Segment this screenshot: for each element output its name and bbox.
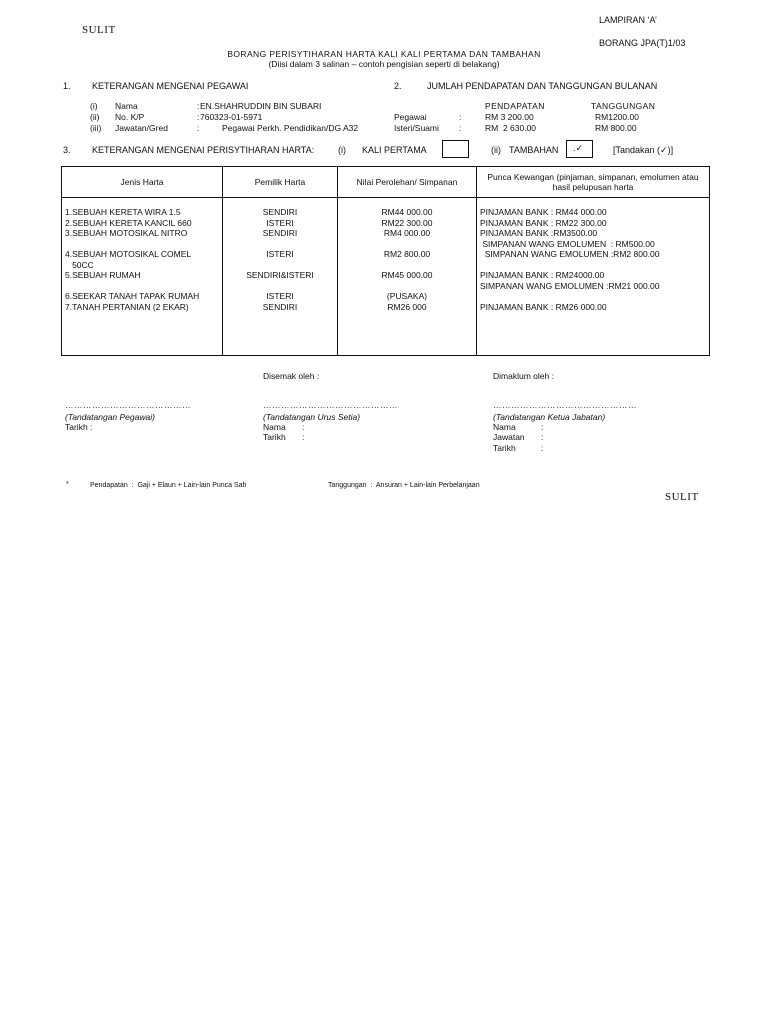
pendapatan-header: PENDAPATAN [485, 101, 545, 111]
tambahan-check-icon: .✓ [573, 143, 584, 153]
section1-number: 1. [63, 81, 71, 91]
section2-title: JUMLAH PENDAPATAN DAN TANGGUNGAN BULANAN [427, 81, 658, 91]
tandakan-note: [Tandakan (✓)] [613, 145, 674, 155]
form-subtitle: (Diisi dalam 3 salinan – contoh pengisian seperti di belakang) [268, 59, 500, 69]
pemilik-item: SENDIRI [262, 301, 298, 312]
punca-item: PINJAMAN BANK :RM3500.00 [480, 228, 598, 238]
nilai-item: RM22 300.00 [381, 217, 433, 228]
header-nilai-perolehan: Nilai Perolehan/ Simpanan [338, 167, 477, 198]
urus-setia-signature-caption: (Tandatangan Urus Setia) [263, 412, 361, 422]
footer-star: * [66, 481, 69, 488]
asset-table-body [62, 198, 710, 356]
tambahan-label: TAMBAHAN [509, 145, 559, 155]
officer-name-num: (i) [90, 101, 98, 111]
jenis-item: 5.SEBUAH RUMAH [65, 270, 141, 280]
pegawai-tanggungan: RM1200.00 [595, 112, 639, 122]
punca-item [480, 291, 706, 302]
nilai-item [341, 239, 473, 250]
ketua-jawatan-label: Jawatan [493, 432, 525, 442]
sulit-top-label: SULIT [82, 24, 116, 36]
jenis-item: 2.SEBUAH KERETA KANCIL 660 [65, 217, 192, 228]
urus-setia-tarikh-colon: : [302, 432, 305, 442]
jenis-harta-column [62, 198, 223, 356]
pemilik-item [226, 239, 334, 250]
nilai-item: RM26 000 [387, 301, 427, 312]
nilai-perolehan-column [338, 198, 477, 356]
jenis-item [65, 281, 219, 292]
officer-ic-label: No. K/P [115, 112, 145, 122]
spouse-tanggungan: RM 800.00 [595, 123, 637, 133]
spouse-pendapatan: RM 2 630.00 [485, 123, 537, 133]
form-title: BORANG PERISYTIHARAN HARTA KALI KALI PERTAMA DAN TAMBAHAN [227, 49, 541, 59]
jenis-item: 6.SEEKAR TANAH TAPAK RUMAH [65, 291, 200, 301]
pemilik-item [226, 260, 334, 271]
pegawai-tarikh-label: Tarikh : [65, 422, 93, 432]
pemilik-item: ISTERI [266, 217, 294, 228]
ketua-signature-caption: (Tandatangan Ketua Jabatan) [493, 412, 606, 422]
borang-code: BORANG JPA(T)1/03 [599, 38, 686, 48]
officer-ic-num: (ii) [90, 112, 100, 122]
officer-post-sep: : [197, 123, 200, 133]
ketua-nama-colon: : [541, 422, 544, 432]
punca-item: PINJAMAN BANK : RM22 300.00 [480, 217, 607, 228]
jenis-item: 3.SEBUAH MOTOSIKAL NITRO [65, 228, 188, 238]
header-punca-kewangan: Punca Kewangan (pinjaman, simpanan, emolumen atau hasil pelupusan harta [477, 167, 710, 198]
footer-pendapatan-note: Pendapatan : Gaji + Elaun + Lain-lain Punca Sah [90, 482, 247, 489]
ketua-jawatan-colon: : [541, 432, 544, 442]
tambahan-checkbox[interactable] [566, 140, 593, 158]
dimaklum-label: Dimaklum oleh : [493, 371, 554, 381]
section2-number: 2. [394, 81, 402, 91]
officer-name-sep: : [197, 101, 200, 111]
officer-ic-sep: : [197, 112, 200, 122]
tambahan-num: (ii) [491, 145, 501, 155]
ketua-nama-label: Nama [493, 422, 516, 432]
pegawai-sep: : [459, 112, 462, 122]
spouse-sep: : [459, 123, 462, 133]
pemilik-item [226, 281, 334, 292]
lampiran-label: LAMPIRAN ‘A’ [599, 15, 657, 25]
jenis-item: 7.TANAH PERTANIAN (2 EKAR) [65, 301, 189, 312]
punca-item: SIMPANAN WANG EMOLUMEN : RM500.00 [480, 238, 655, 249]
pemilik-item: SENDIRI [262, 228, 298, 238]
officer-ic-value: 760323-01-5971 [200, 112, 263, 122]
punca-item: SIMPANAN WANG EMOLUMEN :RM2 800.00 [480, 249, 660, 259]
tanggungan-header: TANGGUNGAN [591, 101, 656, 111]
officer-post-value: Pegawai Perkh. Pendidikan/DG A32 [222, 123, 359, 133]
ketua-signature-line: ………………………………………… [493, 400, 637, 410]
spouse-label: Isteri/Suami [394, 123, 439, 133]
punca-item: SIMPANAN WANG EMOLUMEN :RM21 000.00 [480, 280, 660, 291]
sulit-bottom-label: SULIT [665, 491, 699, 503]
officer-name-label: Nama [115, 101, 138, 111]
section1-title: KETERANGAN MENGENAI PEGAWAI [92, 81, 249, 91]
officer-post-num: (iii) [90, 123, 102, 133]
pemilik-item: ISTERI [266, 291, 294, 301]
pemilik-item: SENDIRI [262, 207, 298, 217]
nilai-item: (PUSAKA) [386, 291, 428, 301]
urus-setia-signature-line: ……………………………………… [263, 400, 398, 410]
asset-table-header [62, 167, 710, 198]
urus-setia-nama-colon: : [302, 422, 305, 432]
kali-pertama-num: (i) [338, 145, 346, 155]
pemilik-harta-column [223, 198, 338, 356]
nilai-item: RM45 000.00 [381, 270, 433, 280]
punca-item: PINJAMAN BANK : RM24000.00 [480, 270, 605, 280]
nilai-item: RM2 800.00 [383, 249, 431, 259]
officer-name-value: EN.SHAHRUDDIN BIN SUBARI [200, 101, 322, 111]
jenis-item: 50CC [65, 259, 94, 270]
punca-item: PINJAMAN BANK : RM26 000.00 [480, 301, 607, 312]
asset-table [61, 166, 710, 356]
pegawai-signature-line: …………………………………… [65, 400, 191, 410]
kali-pertama-checkbox[interactable] [442, 140, 469, 158]
urus-setia-tarikh-label: Tarikh [263, 432, 286, 442]
header-pemilik-harta: Pemilik Harta [223, 167, 338, 198]
pegawai-pendapatan: RM 3 200.00 [485, 112, 534, 122]
pemilik-item: SENDIRI&ISTERI [246, 270, 314, 280]
nilai-item [341, 281, 473, 292]
header-jenis-harta: Jenis Harta [62, 167, 223, 198]
pemilik-item: ISTERI [266, 249, 294, 259]
kali-pertama-label: KALI PERTAMA [362, 145, 427, 155]
jenis-item [65, 239, 219, 250]
officer-post-label: Jawatan/Gred [115, 123, 168, 133]
nilai-item [341, 260, 473, 271]
ketua-tarikh-label: Tarikh [493, 443, 516, 453]
pegawai-label: Pegawai [394, 112, 427, 122]
punca-kewangan-column [477, 198, 710, 356]
punca-item [480, 260, 706, 271]
footer-tanggungan-note: Tanggungan : Ansuran + Lain-lain Perbelanjaan [328, 482, 480, 489]
jenis-item: 1.SEBUAH KERETA WIRA 1.5 [65, 207, 181, 217]
nilai-item: RM4 000.00 [383, 228, 431, 238]
jenis-item: 4.SEBUAH MOTOSIKAL COMEL [65, 249, 192, 259]
nilai-item: RM44 000.00 [381, 207, 433, 217]
ketua-tarikh-colon: : [541, 443, 544, 453]
punca-item: PINJAMAN BANK : RM44 000.00 [480, 207, 607, 217]
section3-number: 3. [63, 145, 71, 155]
pegawai-signature-caption: (Tandatangan Pegawai) [65, 412, 155, 422]
section3-title: KETERANGAN MENGENAI PERISYTIHARAN HARTA: [92, 145, 315, 155]
urus-setia-nama-label: Nama [263, 422, 286, 432]
disemak-label: Disemak oleh : [263, 371, 320, 381]
